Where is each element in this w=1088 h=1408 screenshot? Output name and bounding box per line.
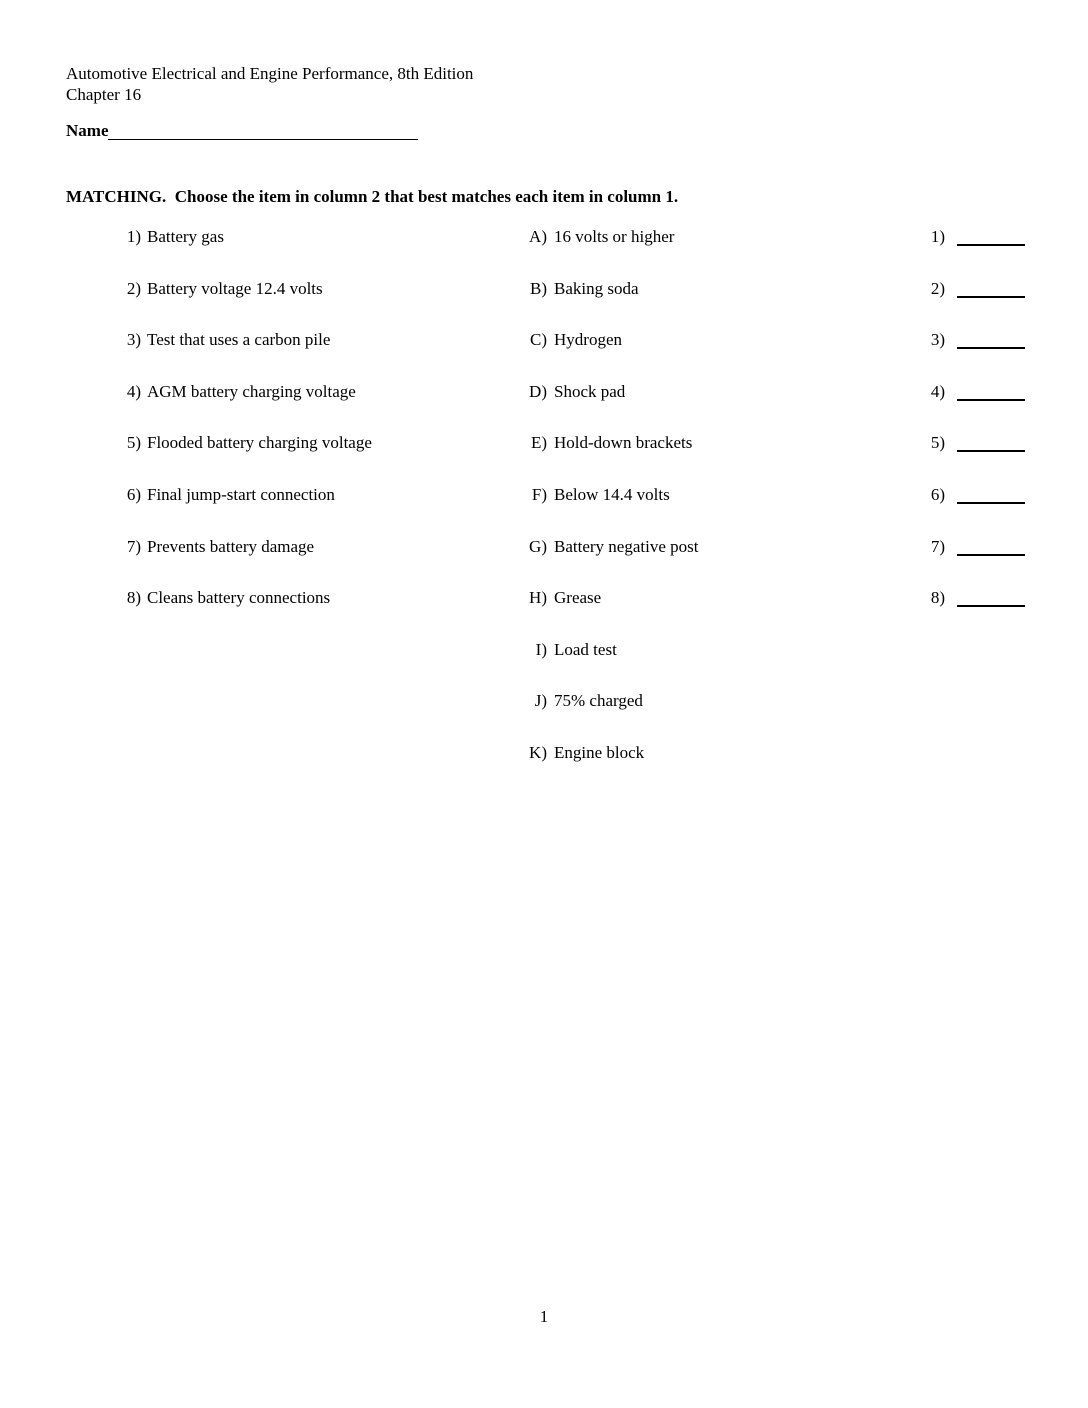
option-letter: I)	[535, 639, 547, 659]
name-row	[66, 120, 418, 141]
answer-blank-line[interactable]	[957, 536, 1025, 556]
item-number: 7)	[126, 536, 141, 556]
option-text: Shock pad	[554, 381, 626, 401]
matching-row	[0, 484, 1088, 536]
option-text: 75% charged	[554, 691, 643, 711]
option-text: Below 14.4 volts	[554, 484, 670, 504]
matching-row	[0, 226, 1088, 278]
book-title: Automotive Electrical and Engine Performance, 8th Edition	[66, 64, 474, 83]
name-blank-line[interactable]	[108, 135, 418, 140]
answer-slot	[903, 329, 1025, 350]
item-text: Flooded battery charging voltage	[147, 433, 372, 453]
item-text: Battery voltage 12.4 volts	[147, 278, 323, 298]
answer-number: 5)	[930, 433, 945, 453]
item-number: 6)	[126, 484, 141, 504]
option-letter: B)	[530, 278, 547, 298]
answer-slot	[903, 381, 1025, 402]
matching-grid	[0, 226, 1088, 794]
column1-item	[117, 536, 314, 557]
option-text: Battery negative post	[554, 536, 699, 556]
option-letter: G)	[529, 536, 547, 556]
option-text: Grease	[554, 588, 602, 608]
answer-slot	[903, 536, 1025, 557]
answer-slot	[903, 484, 1025, 505]
option-letter: H)	[529, 588, 547, 608]
answer-blank-line[interactable]	[957, 587, 1025, 607]
column1-item	[117, 381, 356, 402]
option-letter: A)	[529, 227, 547, 246]
answer-slot	[903, 278, 1025, 299]
column2-option	[503, 484, 670, 505]
matching-row	[0, 536, 1088, 588]
item-number: 4)	[126, 381, 141, 401]
column2-option	[503, 587, 601, 608]
option-text: Load test	[554, 639, 617, 659]
name-label: Name	[66, 121, 109, 140]
item-text: Prevents battery damage	[147, 536, 315, 556]
option-text: Hold-down brackets	[554, 433, 693, 453]
option-letter: K)	[529, 742, 547, 762]
item-number: 8)	[126, 588, 141, 608]
item-number: 1)	[126, 227, 141, 246]
item-number: 2)	[126, 278, 141, 298]
item-text: AGM battery charging voltage	[147, 381, 356, 401]
item-number: 5)	[126, 433, 141, 453]
matching-row	[0, 587, 1088, 639]
option-text: Engine block	[554, 742, 645, 762]
matching-row	[0, 278, 1088, 330]
option-letter: E)	[530, 433, 547, 453]
item-text: Final jump-start connection	[147, 484, 335, 504]
matching-row	[0, 690, 1088, 742]
answer-blank-line[interactable]	[957, 226, 1025, 246]
answer-number: 2)	[930, 278, 945, 298]
answer-blank-line[interactable]	[957, 278, 1025, 298]
option-letter: J)	[534, 691, 547, 711]
option-letter: F)	[531, 484, 547, 504]
answer-blank-line[interactable]	[957, 329, 1025, 349]
column2-option	[503, 381, 625, 402]
column1-item	[117, 484, 335, 505]
column2-option	[503, 639, 617, 660]
item-text: Battery gas	[147, 227, 224, 246]
column1-item	[117, 432, 372, 453]
column2-option	[503, 226, 674, 247]
page-number: 1	[539, 1307, 549, 1326]
column1-item	[117, 587, 330, 608]
answer-number: 1)	[930, 227, 945, 246]
column1-item	[117, 329, 330, 350]
matching-row	[0, 329, 1088, 381]
answer-number: 7)	[930, 536, 945, 556]
matching-row	[0, 432, 1088, 484]
answer-blank-line[interactable]	[957, 484, 1025, 504]
column2-option	[503, 329, 622, 350]
column2-option	[503, 690, 643, 711]
column2-option	[503, 278, 639, 299]
answer-slot	[903, 226, 1025, 247]
document-header	[66, 63, 473, 105]
chapter-title: Chapter 16	[66, 85, 142, 104]
item-number: 3)	[126, 330, 141, 350]
answer-blank-line[interactable]	[957, 432, 1025, 452]
column1-item	[117, 278, 323, 299]
column2-option	[503, 742, 644, 763]
answer-blank-line[interactable]	[957, 381, 1025, 401]
answer-slot	[903, 432, 1025, 453]
option-letter: C)	[530, 330, 547, 350]
answer-number: 8)	[930, 588, 945, 608]
column2-option	[503, 536, 698, 557]
matching-row	[0, 742, 1088, 794]
option-text: Baking soda	[554, 278, 639, 298]
column2-option	[503, 432, 692, 453]
answer-number: 3)	[930, 330, 945, 350]
option-text: Hydrogen	[554, 330, 622, 350]
matching-row	[0, 639, 1088, 691]
matching-instructions: MATCHING. Choose the item in column 2 that best matches each item in column 1.	[66, 187, 679, 206]
option-letter: D)	[529, 381, 547, 401]
answer-slot	[903, 587, 1025, 608]
matching-row	[0, 381, 1088, 433]
item-text: Cleans battery connections	[147, 588, 331, 608]
answer-number: 4)	[930, 381, 945, 401]
answer-number: 6)	[930, 484, 945, 504]
option-text: 16 volts or higher	[554, 227, 675, 246]
item-text: Test that uses a carbon pile	[147, 330, 331, 350]
column1-item	[117, 226, 224, 247]
